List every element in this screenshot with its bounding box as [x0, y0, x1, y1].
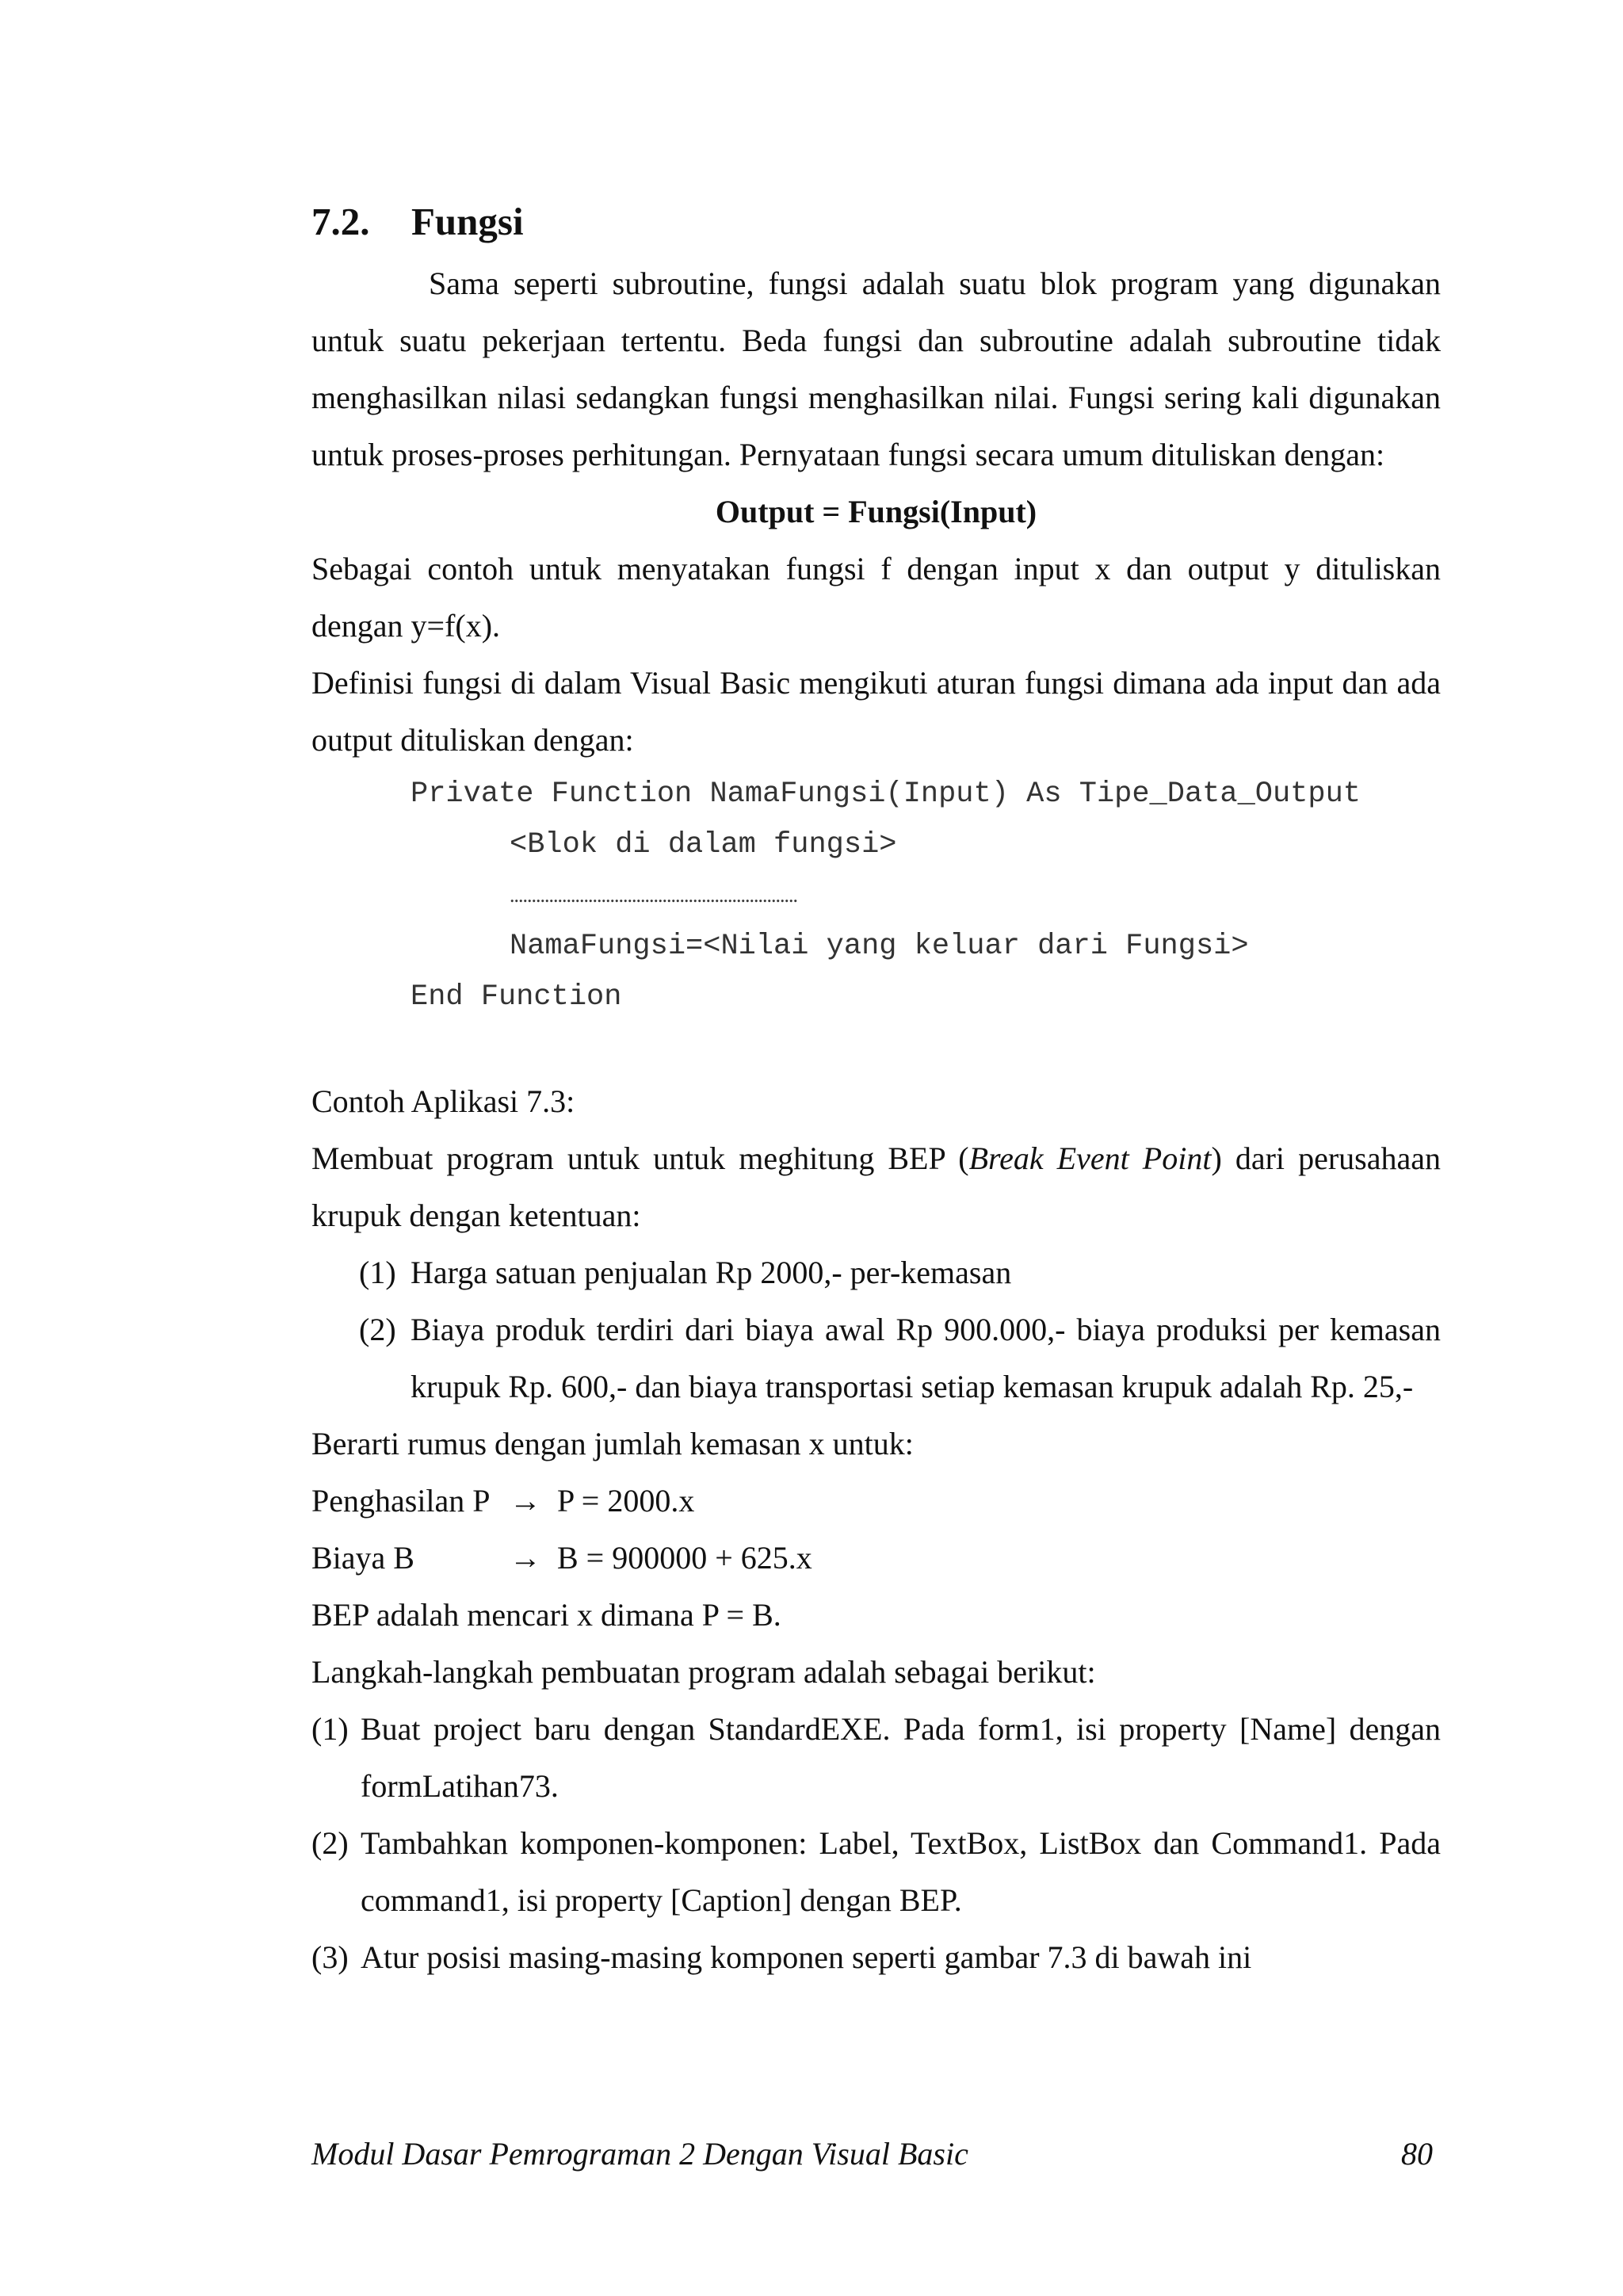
step-item	[311, 1815, 1441, 1929]
general-formula: Output = Fungsi(Input)	[715, 494, 1037, 529]
section-heading	[311, 197, 524, 247]
code-line: <Blok di dalam fungsi>	[510, 828, 897, 861]
steps-intro: Langkah-langkah pembuatan program adalah sebagai berikut:	[311, 1654, 1096, 1690]
page-number: 80	[1401, 2136, 1433, 2172]
formula-expression: B = 900000 + 625.x	[557, 1540, 812, 1576]
step-number: (2)	[311, 1825, 349, 1861]
step-text: Tambahkan komponen-komponen: Label, TextBox, ListBox dan Command1. Pada command1, isi property [Caption] dengan BEP.	[361, 1825, 1441, 1918]
section-number: 7.2.	[311, 200, 370, 243]
intro-paragraph: Sama seperti subroutine, fungsi adalah suatu blok program yang digunakan untuk suatu pekerjaan tertentu. Beda fungsi dan subroutine adalah subroutine tidak menghasilkan nilasi sedangkan fungsi menghasilkan nilai. Fungsi sering kali digunakan untuk proses-proses perhitungan. Pernyataan fungsi secara umum dituliskan dengan:	[311, 266, 1441, 472]
bep-term: Break Event Point	[968, 1140, 1212, 1176]
item-number: (1)	[359, 1255, 396, 1290]
step-item	[311, 1701, 1441, 1815]
step-number: (3)	[311, 1939, 349, 1975]
bep-statement: BEP adalah mencari x dimana P = B.	[311, 1597, 781, 1633]
step-text: Atur posisi masing-masing komponen seperti gambar 7.3 di bawah ini	[361, 1939, 1252, 1975]
condition-item	[311, 1301, 1441, 1415]
item-number: (2)	[359, 1312, 396, 1347]
arrow-icon: →	[510, 1540, 541, 1576]
formula-cost	[311, 1530, 1441, 1587]
code-ellipsis: ..................................................................	[510, 884, 797, 907]
application-title: Contoh Aplikasi 7.3:	[311, 1083, 575, 1119]
step-text: Buat project baru dengan StandardEXE. Pada form1, isi property [Name] dengan formLatihan73.	[361, 1711, 1441, 1804]
formula-label: Penghasilan P	[311, 1483, 491, 1519]
example-paragraph: Sebagai contoh untuk menyatakan fungsi f dengan input x dan output y dituliskan dengan y=f(x).	[311, 551, 1441, 644]
step-item	[311, 1929, 1441, 1986]
arrow-icon: →	[510, 1483, 541, 1519]
formula-income	[311, 1473, 1441, 1530]
code-block	[311, 769, 1441, 1022]
formula-intro: Berarti rumus dengan jumlah kemasan x untuk:	[311, 1426, 914, 1461]
definition-paragraph: Definisi fungsi di dalam Visual Basic mengikuti aturan fungsi dimana ada input dan ada output dituliskan dengan:	[311, 665, 1441, 758]
code-line: End Function	[411, 980, 622, 1014]
section-title: Fungsi	[411, 200, 524, 243]
condition-item	[311, 1244, 1441, 1301]
item-text: Harga satuan penjualan Rp 2000,- per-kemasan	[411, 1255, 1012, 1290]
code-line: NamaFungsi=<Nilai yang keluar dari Fungsi>	[510, 930, 1249, 963]
footer-title: Modul Dasar Pemrograman 2 Dengan Visual Basic	[311, 2136, 968, 2172]
application-description: Membuat program untuk untuk meghitung BEP (Break Event Point) dari perusahaan krupuk dengan ketentuan:	[311, 1140, 1441, 1233]
step-number: (1)	[311, 1711, 349, 1747]
code-line: Private Function NamaFungsi(Input) As Tipe_Data_Output	[411, 777, 1361, 811]
formula-expression: P = 2000.x	[557, 1483, 695, 1519]
item-text: Biaya produk terdiri dari biaya awal Rp 900.000,- biaya produksi per kemasan krupuk Rp. 600,- dan biaya transportasi setiap kemasan krupuk adalah Rp. 25,-	[411, 1312, 1441, 1404]
page-body	[311, 255, 1441, 1986]
formula-label: Biaya B	[311, 1540, 414, 1576]
